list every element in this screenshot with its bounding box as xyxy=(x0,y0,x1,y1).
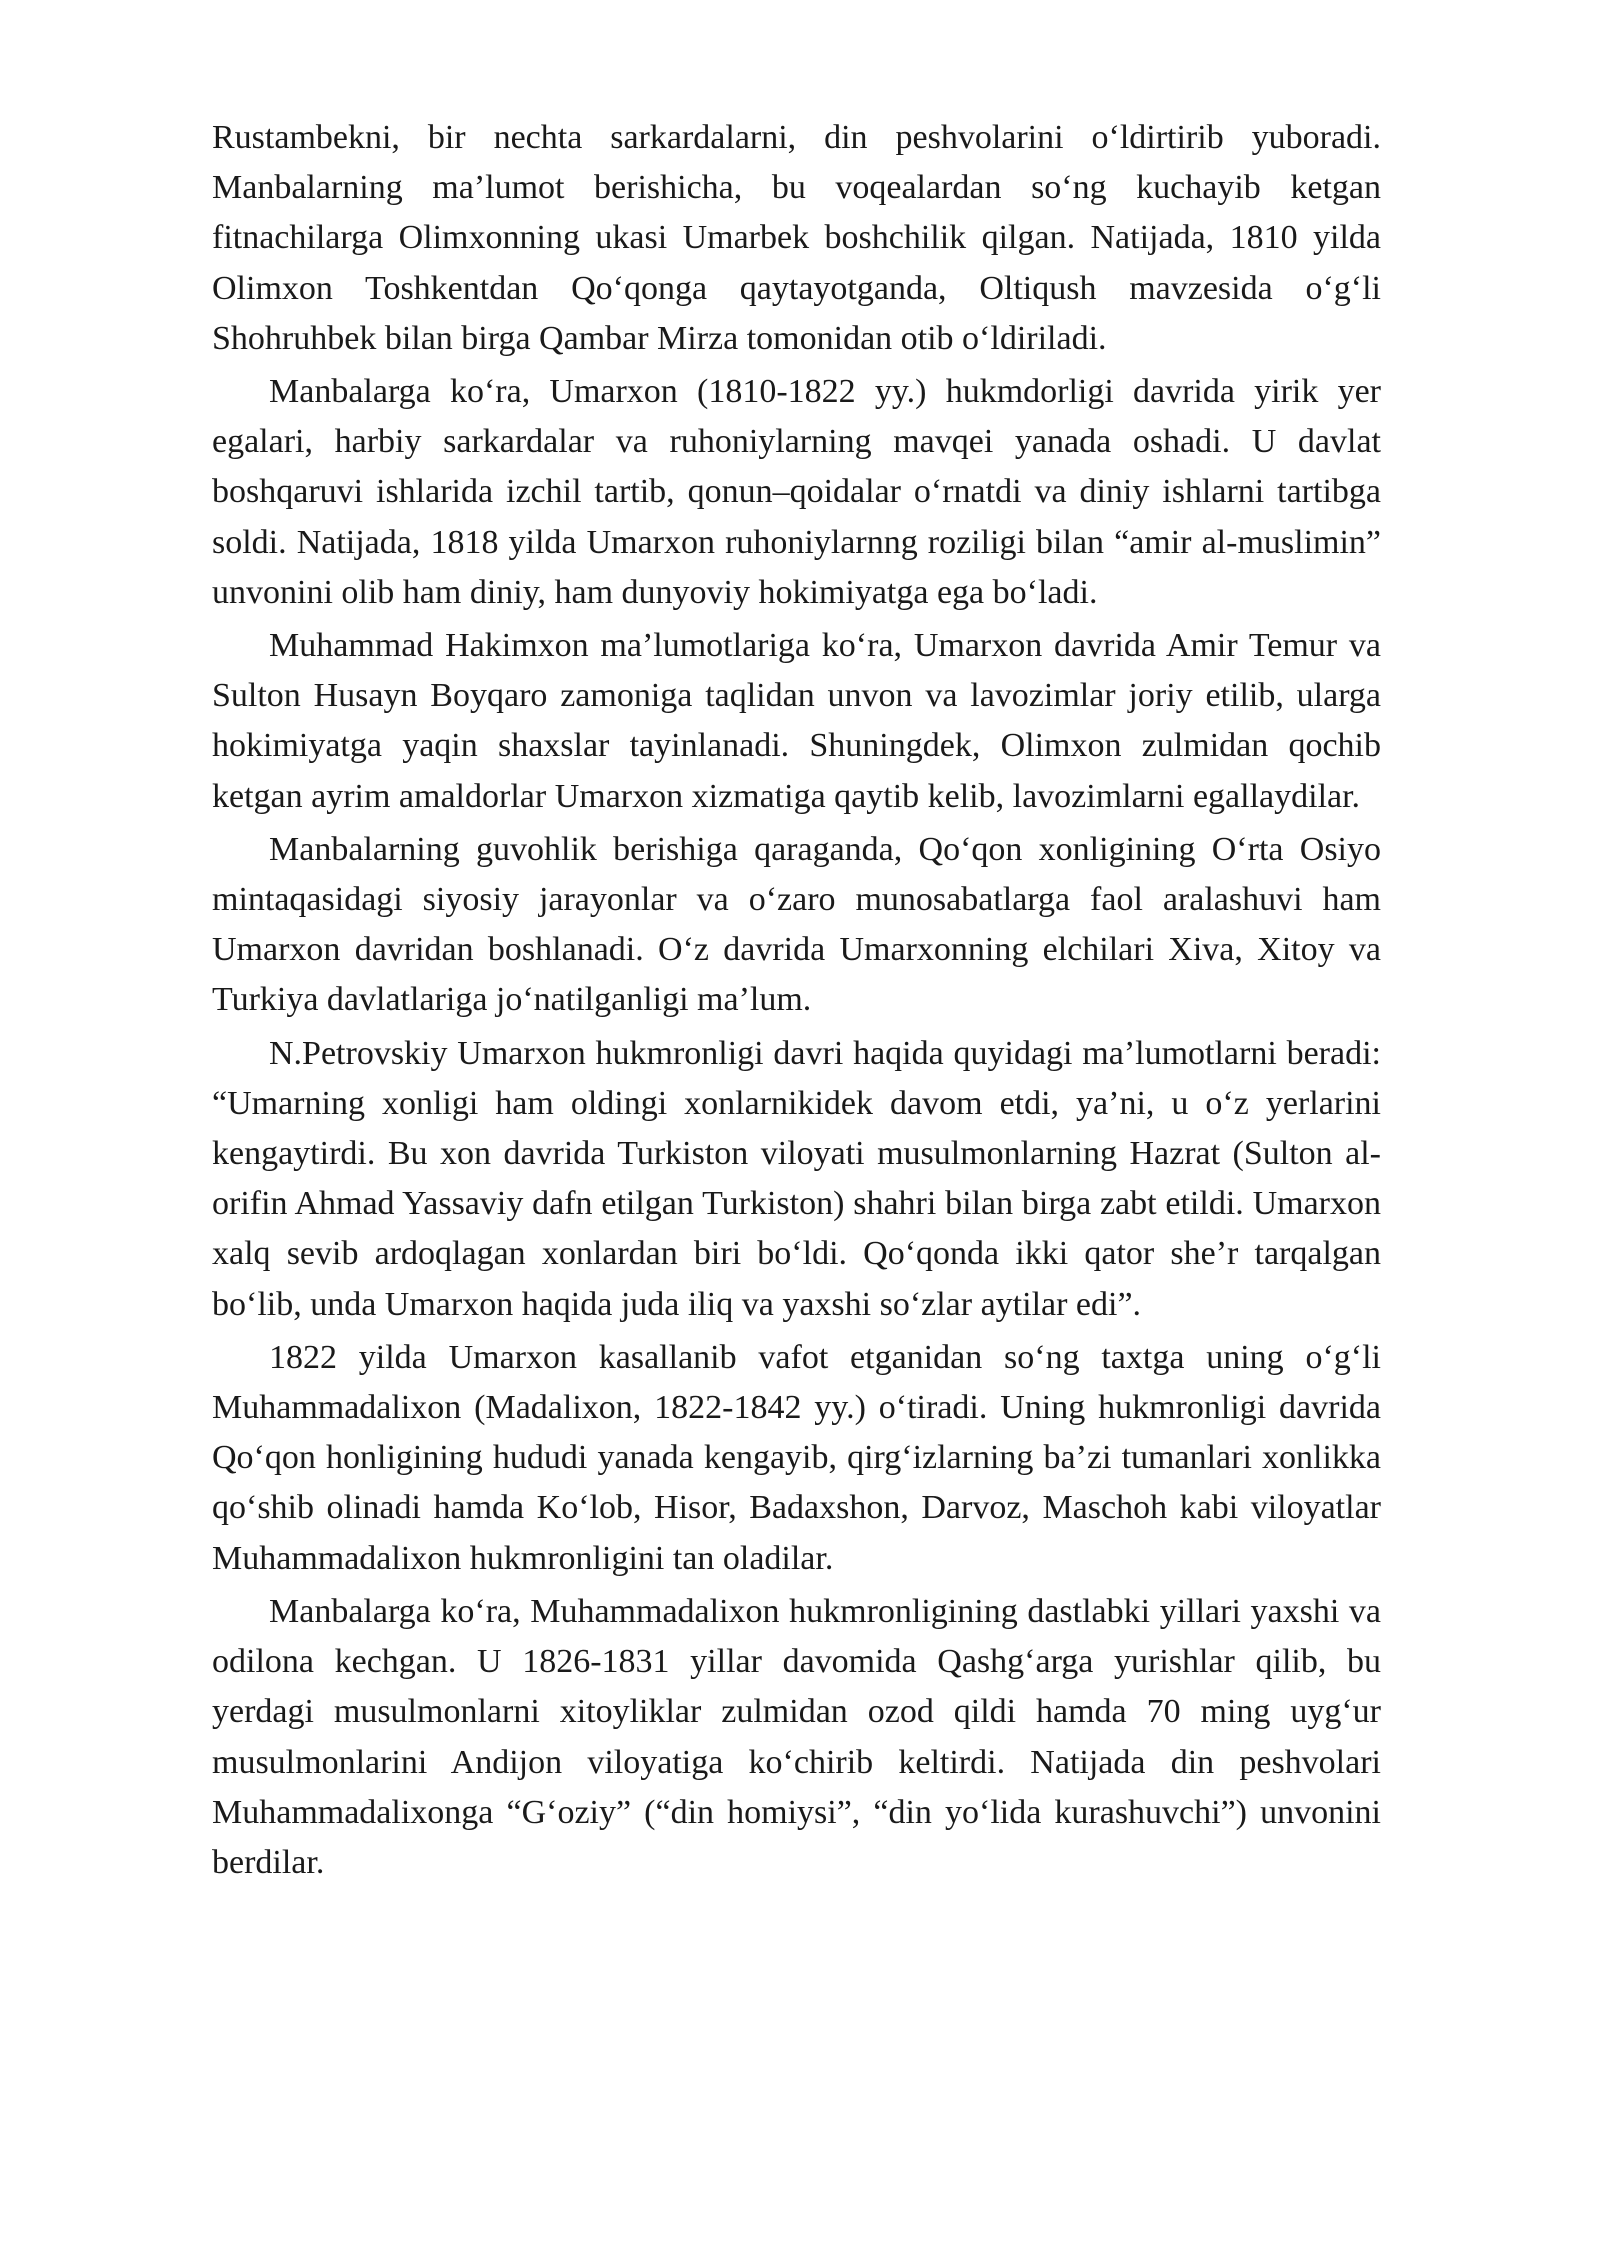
paragraph-6: 1822 yilda Umarxon kasallanib vafot etganidan so‘ng taxtga uning o‘g‘li Muhammadalixon (Madalixon, 1822-1842 yy.) o‘tiradi. Uning hukmronligi davrida Qo‘qon honligining hududi yanada kengayib, qirg‘izlarning ba’zi tumanlari xonlikka qo‘shib olinadi hamda Ko‘lob, Hisor, Badaxshon, Darvoz, Maschoh kabi viloyatlar Muhammadalixon hukmronligini tan oladilar. xyxy=(212,1338,1381,1577)
paragraph-7: Manbalarga ko‘ra, Muhammadalixon hukmronligining dastlabki yillari yaxshi va odilona kechgan. U 1826-1831 yillar davomida Qashg‘arga yurishlar qilib, bu yerdagi musulmonlarni xitoyliklar zulmidan ozod qildi hamda 70 ming uyg‘ur musulmonlarini Andijon viloyatiga ko‘chirib keltirdi. Natijada din peshvolari Muhammadalixonga “G‘oziy” (“din homiysi”, “din yo‘lida kurashuvchi”) unvonini berdilar. xyxy=(212,1592,1381,1881)
document-page xyxy=(212,113,1381,1891)
paragraph-2: Manbalarga ko‘ra, Umarxon (1810-1822 yy.) hukmdorligi davrida yirik yer egalari, harbiy sarkardalar va ruhoniylarning mavqei yanada oshadi. U davlat boshqaruvi ishlarida izchil tartib, qonun–qoidalar o‘rnatdi va diniy ishlarni tartibga soldi. Natijada, 1818 yilda Umarxon ruhoniylarnng roziligi bilan “amir al-muslimin” unvonini olib ham diniy, ham dunyoviy hokimiyatga ega bo‘ladi. xyxy=(212,373,1381,611)
paragraph-5: N.Petrovskiy Umarxon hukmronligi davri haqida quyidagi ma’lumotlarni beradi: “Umarning xonligi ham oldingi xonlarnikidek davom etdi, ya’ni, u o‘z yerlarini kengaytirdi. Bu xon davrida Turkiston viloyati musulmonlarning Hazrat (Sulton al-orifin Ahmad Yassaviy dafn etilgan Turkiston) shahri bilan birga zabt etildi. Umarxon xalq sevib ardoqlagan xonlardan biri bo‘ldi. Qo‘qonda ikki qator she’r tarqalgan bo‘lib, unda Umarxon haqida juda iliq va yaxshi so‘zlar aytilar edi”. xyxy=(212,1034,1381,1323)
paragraph-1: Rustambekni, bir nechta sarkardalarni, din peshvolarini o‘ldirtirib yuboradi. Manbalarning ma’lumot berishicha, bu voqealardan so‘ng kuchayib ketgan fitnachilarga Olimxonning ukasi Umarbek boshchilik qilgan. Natijada, 1810 yilda Olimxon Toshkentdan Qo‘qonga qaytayotganda, Oltiqush mavzesida o‘g‘li Shohruhbek bilan birga Qambar Mirza tomonidan otib o‘ldiriladi. xyxy=(212,119,1381,357)
paragraph-3: Muhammad Hakimxon ma’lumotlariga ko‘ra, Umarxon davrida Amir Temur va Sulton Husayn Boyqaro zamoniga taqlidan unvon va lavozimlar joriy etilib, ularga hokimiyatga yaqin shaxslar tayinlanadi. Shuningdek, Olimxon zulmidan qochib ketgan ayrim amaldorlar Umarxon xizmatiga qaytib kelib, lavozimlarni egallaydilar. xyxy=(212,627,1381,815)
paragraph-4: Manbalarning guvohlik berishiga qaraganda, Qo‘qon xonligining O‘rta Osiyo mintaqasidagi siyosiy jarayonlar va o‘zaro munosabatlarga faol aralashuvi ham Umarxon davridan boshlanadi. O‘z davrida Umarxonning elchilari Xiva, Xitoy va Turkiya davlatlariga jo‘natilganligi ma’lum. xyxy=(212,830,1381,1019)
